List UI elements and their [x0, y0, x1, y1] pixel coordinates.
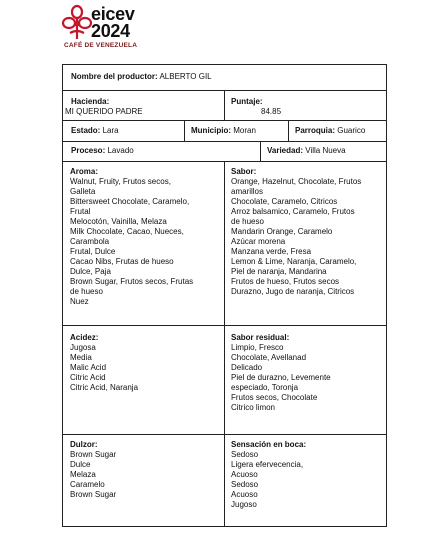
- flavor-section: [231, 167, 383, 297]
- farm-value: MI QUERIDO PADRE: [65, 107, 143, 116]
- list-item: Citrico limon: [231, 403, 276, 412]
- aroma-list: [70, 177, 220, 307]
- farm-value-field: [65, 107, 143, 117]
- divider: [63, 120, 386, 121]
- list-item: especiado, Toronja: [231, 383, 299, 392]
- score-value: 84.85: [261, 107, 282, 116]
- parish-field: [295, 126, 365, 136]
- producer-label: Nombre del productor:: [71, 72, 158, 81]
- aftertaste-section: [231, 333, 383, 413]
- list-item: Galleta: [70, 187, 96, 196]
- score-value-field: [261, 107, 281, 117]
- list-item: Acuoso: [231, 490, 258, 499]
- list-item: amarillos: [231, 187, 264, 196]
- list-item: Frutos secos, Chocolate: [231, 393, 318, 402]
- divider: [63, 141, 386, 142]
- list-item: Chocolate, Avellanad: [231, 353, 307, 362]
- list-item: Arroz balsamico, Caramelo, Frutos: [231, 207, 355, 216]
- score-field: [231, 97, 263, 107]
- list-item: Frutal, Dulce: [70, 247, 116, 256]
- aftertaste-list: [231, 343, 383, 413]
- list-item: Nuez: [70, 297, 89, 306]
- variety-label: Variedad:: [267, 146, 304, 155]
- aroma-section: [70, 167, 220, 307]
- list-item: Orange, Hazelnut, Chocolate, Frutos: [231, 177, 362, 186]
- list-item: Lemon & Lime, Naranja, Caramelo,: [231, 257, 357, 266]
- acidity-list: [70, 343, 220, 393]
- list-item: Carambola: [70, 237, 110, 246]
- flavor-list: [231, 177, 383, 297]
- mouthfeel-label: Sensación en boca:: [231, 440, 307, 449]
- list-item: Piel de durazno, Levemente: [231, 373, 331, 382]
- list-item: Manzana verde, Fresa: [231, 247, 312, 256]
- mouthfeel-section: [231, 440, 383, 510]
- state-label: Estado:: [71, 126, 101, 135]
- list-item: Jugosa: [70, 343, 96, 352]
- aftertaste-label: Sabor residual:: [231, 333, 290, 342]
- list-item: Brown Sugar: [70, 490, 117, 499]
- coffee-profile-sheet: [62, 64, 387, 527]
- farm-label: Hacienda:: [71, 97, 110, 106]
- acidity-section: [70, 333, 220, 393]
- divider: [224, 161, 225, 527]
- list-item: Piel de naranja, Mandarina: [231, 267, 327, 276]
- coffee-flower-logo-icon: [62, 3, 92, 41]
- list-item: Limpio, Fresco: [231, 343, 284, 352]
- list-item: Media: [70, 353, 92, 362]
- state-value: Lara: [102, 126, 119, 135]
- list-item: Ligera efervecencia,: [231, 460, 304, 469]
- list-item: Frutos de hueso, Frutos secos: [231, 277, 340, 286]
- state-field: [71, 126, 119, 136]
- list-item: de hueso: [231, 217, 264, 226]
- list-item: Sedoso: [231, 450, 259, 459]
- divider: [288, 120, 289, 141]
- list-item: Brown Sugar: [70, 450, 117, 459]
- list-item: Melaza: [70, 470, 96, 479]
- parish-label: Parroquia:: [295, 126, 336, 135]
- sweetness-section: [70, 440, 220, 500]
- process-label: Proceso:: [71, 146, 106, 155]
- municipality-value: Moran: [233, 126, 256, 135]
- list-item: Durazno, Jugo de naranja, Citricos: [231, 287, 355, 296]
- list-item: Mandarin Orange, Caramelo: [231, 227, 333, 236]
- list-item: Bittersweet Chocolate, Caramelo,: [70, 197, 190, 206]
- list-item: Brown Sugar, Frutos secos, Frutas: [70, 277, 194, 286]
- list-item: Chocolate, Caramelo, Citricos: [231, 197, 338, 206]
- list-item: Cacao Nibs, Frutas de hueso: [70, 257, 174, 266]
- producer-value: ALBERTO GIL: [159, 72, 212, 81]
- sweetness-list: [70, 450, 220, 500]
- list-item: Citric Acid, Naranja: [70, 383, 139, 392]
- municipality-field: [191, 126, 256, 136]
- eicev-logo: [62, 3, 182, 55]
- list-item: de hueso: [70, 287, 103, 296]
- list-item: Citric Acid: [70, 373, 106, 382]
- variety-value: Villa Nueva: [305, 146, 346, 155]
- list-item: Acuoso: [231, 470, 258, 479]
- list-item: Delicado: [231, 363, 263, 372]
- mouthfeel-list: [231, 450, 383, 510]
- list-item: Jugoso: [231, 500, 257, 509]
- list-item: Dulce: [70, 460, 91, 469]
- list-item: Milk Chocolate, Cacao, Nueces,: [70, 227, 184, 236]
- divider: [224, 90, 225, 120]
- process-field: [71, 146, 134, 156]
- parish-value: Guarico: [337, 126, 366, 135]
- brand-name: eicev: [91, 4, 135, 24]
- list-item: Dulce, Paja: [70, 267, 111, 276]
- sweetness-label: Dulzor:: [70, 440, 98, 449]
- score-label: Puntaje:: [231, 97, 263, 106]
- list-item: Malic Acid: [70, 363, 107, 372]
- farm-field: [71, 97, 109, 107]
- acidity-label: Acidez:: [70, 333, 99, 342]
- variety-field: [267, 146, 346, 156]
- list-item: Sedoso: [231, 480, 259, 489]
- list-item: Frutal: [70, 207, 91, 216]
- flavor-label: Sabor:: [231, 167, 257, 176]
- brand-year: 2024: [91, 21, 130, 41]
- list-item: Melocotón, Vainilla, Melaza: [70, 217, 167, 226]
- list-item: Walnut, Fruity, Frutos secos,: [70, 177, 171, 186]
- brand-tagline: CAFÉ DE VENEZUELA: [64, 42, 138, 49]
- producer-field: [71, 72, 212, 82]
- divider: [260, 141, 261, 161]
- process-value: Lavado: [107, 146, 134, 155]
- municipality-label: Municipio:: [191, 126, 231, 135]
- aroma-label: Aroma:: [70, 167, 99, 176]
- list-item: Azúcar morena: [231, 237, 286, 246]
- list-item: Caramelo: [70, 480, 105, 489]
- divider: [184, 120, 185, 141]
